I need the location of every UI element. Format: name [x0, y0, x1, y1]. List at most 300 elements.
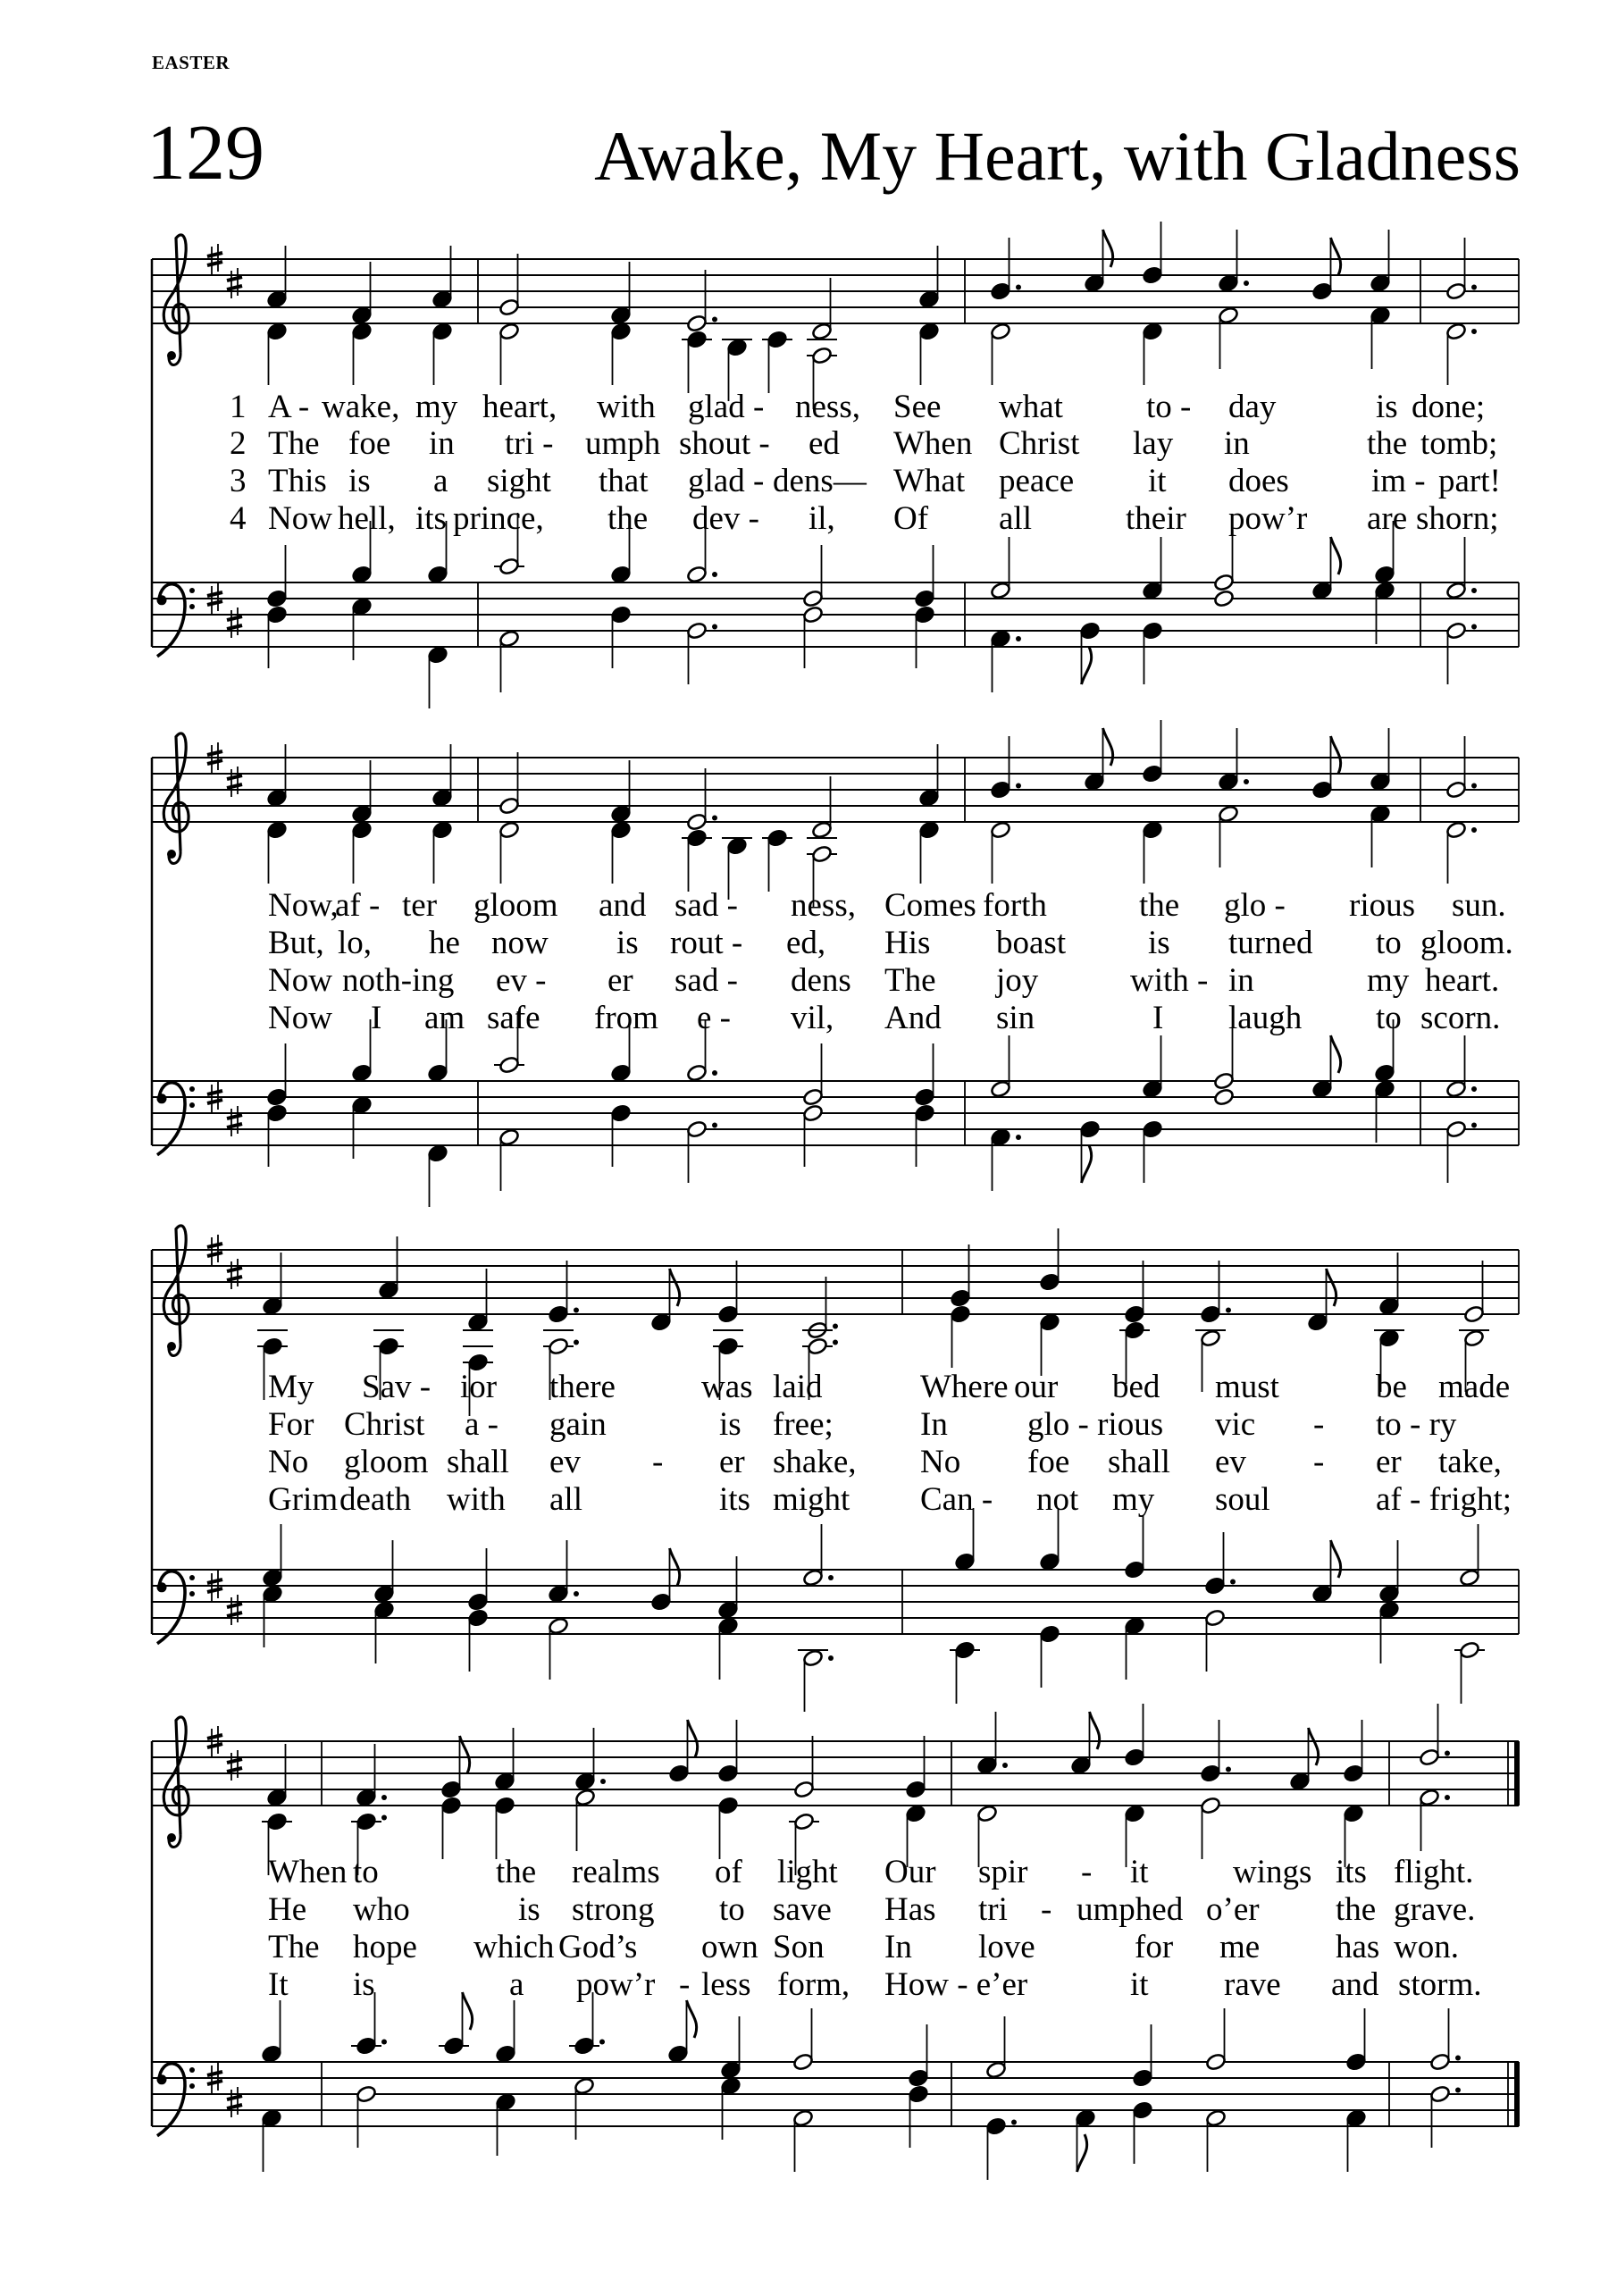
eighth-flag: [1103, 728, 1113, 766]
augmentation-dot: [1471, 588, 1477, 593]
lyric-syllable: free;: [773, 1406, 834, 1443]
lyric-syllable: hell,: [338, 500, 396, 537]
lyric-syllable: For: [268, 1406, 314, 1443]
lyric-syllable: prince,: [453, 500, 544, 537]
half-note-head: [990, 322, 1011, 340]
lyric-syllable: save: [773, 1891, 832, 1928]
lyric-syllable: my: [415, 389, 458, 425]
lyric-syllable: er: [719, 1444, 745, 1480]
bass-clef-icon: [157, 2064, 185, 2136]
treble-clef-dot-icon: [167, 351, 176, 360]
lyric-syllable: ness,: [795, 389, 860, 425]
augmentation-dot: [712, 816, 717, 821]
lyric-syllable: shake,: [773, 1444, 857, 1480]
lyric-syllable: sad -: [674, 962, 738, 999]
lyric-syllable: af -: [335, 887, 381, 924]
augmentation-dot: [1016, 636, 1021, 641]
lyric-syllable: The: [884, 962, 936, 999]
lyric-syllable: The: [268, 1929, 320, 1965]
augmentation-dot: [381, 1795, 387, 1800]
lyric-syllable: its: [719, 1481, 750, 1518]
lyric-syllable: Christ: [344, 1406, 425, 1443]
lyric-syllable: His: [884, 925, 931, 961]
augmentation-dot: [381, 2040, 387, 2045]
lyric-syllable: wake,: [322, 389, 400, 425]
sharp-icon: [207, 1253, 222, 1256]
half-note-head: [1419, 1747, 1440, 1766]
lyric-syllable: the: [1139, 887, 1180, 924]
eighth-flag: [1082, 1145, 1092, 1183]
bass-clef-dot-icon: [157, 595, 167, 605]
half-note-head: [1445, 1119, 1467, 1138]
lyric-syllable: ev -: [496, 962, 547, 999]
lyric-syllable: shout -: [679, 425, 770, 462]
lyric-syllable: peace: [999, 463, 1075, 499]
augmentation-dot: [1445, 1751, 1450, 1756]
lyric-syllable: vil,: [791, 1000, 834, 1036]
lyric-syllable: In: [884, 1929, 912, 1965]
half-note-head: [1429, 2052, 1451, 2071]
lyric-syllable: rious: [1349, 887, 1415, 924]
lyric-syllable: ev: [549, 1444, 581, 1480]
bass-clef-dot-icon: [189, 2067, 195, 2073]
sharp-icon: [227, 2096, 242, 2099]
sharp-icon: [227, 286, 242, 289]
lyric-syllable: is: [353, 1966, 375, 2003]
sharp-icon: [207, 760, 222, 764]
lyric-syllable: gain: [549, 1406, 607, 1443]
eighth-flag: [1309, 1728, 1319, 1765]
lyric-syllable: -: [1041, 1891, 1052, 1928]
augmentation-dot: [1230, 1580, 1236, 1585]
lyric-syllable: ness,: [791, 887, 856, 924]
lyric-syllable: -: [1313, 1406, 1325, 1443]
lyric-syllable: Now,: [268, 887, 339, 924]
eighth-flag: [1331, 1540, 1341, 1578]
lyric-syllable: my: [1112, 1481, 1155, 1518]
bass-clef-dot-icon: [189, 1591, 195, 1596]
augmentation-dot: [1455, 2088, 1461, 2093]
bass-clef-dot-icon: [189, 2083, 195, 2089]
sharp-icon: [227, 277, 242, 281]
half-note-head: [802, 1103, 824, 1122]
augmentation-dot: [1002, 1763, 1008, 1768]
treble-clef-icon: [163, 1226, 189, 1343]
augmentation-dot: [712, 1070, 717, 1076]
augmentation-dot: [1011, 2120, 1017, 2125]
sharp-icon: [227, 1268, 242, 1271]
lyric-syllable: that: [599, 463, 649, 499]
sharp-icon: [207, 1091, 222, 1094]
half-note-head: [686, 621, 708, 640]
half-note-head: [1445, 322, 1467, 340]
augmentation-dot: [1471, 783, 1477, 789]
half-note-head: [1213, 573, 1235, 591]
augmentation-dot: [1016, 783, 1021, 789]
lyric-syllable: boast: [996, 925, 1067, 961]
augmentation-dot: [828, 1655, 834, 1661]
lyric-syllable: dens—: [773, 463, 867, 499]
augmentation-dot: [574, 1308, 579, 1313]
eighth-flag: [670, 1269, 680, 1306]
augmentation-dot: [1244, 779, 1249, 784]
half-note-head: [499, 1055, 520, 1074]
verse-number: 2: [230, 425, 247, 462]
lyric-syllable: Has: [884, 1891, 936, 1928]
sharp-icon: [207, 592, 222, 596]
half-note-head: [499, 629, 520, 648]
lyric-syllable: Christ: [999, 425, 1080, 462]
lyric-syllable: was: [701, 1369, 753, 1405]
lyric-syllable: joy: [996, 962, 1039, 999]
half-note-head: [1429, 2084, 1451, 2103]
lyric-syllable: Can -: [920, 1481, 993, 1518]
lyric-syllable: the: [1367, 425, 1408, 462]
hymn-title: Awake, My Heart, with Gladness: [594, 117, 1521, 195]
half-note-head: [990, 820, 1011, 839]
lyric-syllable: in: [429, 425, 455, 462]
lyric-syllable: vic: [1215, 1406, 1256, 1443]
half-note-head: [356, 2084, 377, 2103]
lyric-syllable: sin: [996, 1000, 1035, 1036]
augmentation-dot: [1016, 1135, 1021, 1140]
sharp-icon: [207, 1100, 222, 1103]
lyric-syllable: shall: [1108, 1444, 1170, 1480]
lyric-syllable: what: [999, 389, 1063, 425]
lyric-syllable: ior: [460, 1369, 498, 1405]
lyric-syllable: See: [893, 389, 942, 425]
lyric-syllable: soul: [1215, 1481, 1270, 1518]
lyric-syllable: Now: [268, 1000, 332, 1036]
lyric-syllable: -: [652, 1444, 664, 1480]
half-note-head: [802, 1648, 824, 1667]
half-note-head: [499, 1127, 520, 1146]
treble-clef-dot-icon: [167, 1833, 176, 1842]
half-note-head: [976, 1804, 998, 1823]
lyric-syllable: with: [447, 1481, 506, 1518]
lyric-syllable: does: [1228, 463, 1289, 499]
half-note-head: [686, 314, 708, 332]
lyric-syllable: foe: [348, 425, 391, 462]
lyric-syllable: pow’r: [576, 1966, 656, 2003]
half-note-head: [686, 565, 708, 583]
sharp-icon: [207, 1580, 222, 1583]
lyric-syllable: e -: [697, 1000, 731, 1036]
treble-clef-dot-icon: [167, 1342, 176, 1351]
lyric-syllable: grave.: [1394, 1891, 1476, 1928]
half-note-head: [1205, 2108, 1227, 2127]
lyric-syllable: is: [1376, 389, 1398, 425]
sharp-icon: [227, 616, 242, 620]
sharp-icon: [227, 1124, 242, 1127]
lyric-syllable: er: [1376, 1444, 1402, 1480]
lyric-syllable: tri -: [505, 425, 554, 462]
eighth-flag: [1331, 1035, 1341, 1073]
augmentation-dot: [1226, 1767, 1231, 1772]
lyric-syllable: won.: [1394, 1929, 1459, 1965]
lyric-syllable: is: [348, 463, 371, 499]
verse-number: 1: [230, 389, 247, 425]
sharp-icon: [227, 1277, 242, 1280]
half-note-head: [792, 2108, 814, 2127]
eighth-flag: [1077, 2134, 1087, 2172]
bass-clef-icon: [157, 1083, 185, 1155]
lyric-syllable: hope: [353, 1929, 417, 1965]
half-note-head: [1459, 1568, 1480, 1587]
lyric-syllable: day: [1228, 389, 1277, 425]
lyric-syllable: heart.: [1425, 962, 1500, 999]
lyric-syllable: done;: [1412, 389, 1486, 425]
lyric-syllable: which: [473, 1929, 555, 1965]
treble-clef-icon: [163, 235, 189, 352]
lyric-syllable: a -: [465, 1406, 499, 1443]
lyric-syllable: there: [549, 1369, 616, 1405]
half-note-head: [811, 322, 833, 340]
lyric-syllable: to: [1376, 1000, 1402, 1036]
eighth-flag: [688, 1720, 698, 1757]
lyric-syllable: who: [353, 1891, 410, 1928]
sharp-icon: [207, 262, 222, 265]
lyric-syllable: pow’r: [1228, 500, 1308, 537]
lyric-syllable: When: [268, 1854, 348, 1890]
half-note-head: [1445, 1079, 1467, 1098]
lyric-syllable: realms: [572, 1854, 660, 1890]
lyric-syllable: I: [1152, 1000, 1164, 1036]
half-note-head: [1463, 1328, 1485, 1347]
lyric-syllable: rout -: [670, 925, 743, 961]
lyric-syllable: it: [1130, 1966, 1149, 2003]
lyric-syllable: foe: [1027, 1444, 1070, 1480]
half-note-head: [807, 1337, 828, 1355]
treble-clef-dot-icon: [167, 850, 176, 859]
lyric-syllable: he: [429, 925, 460, 961]
lyric-syllable: and: [1331, 1966, 1379, 2003]
lyric-syllable: No: [920, 1444, 961, 1480]
lyric-syllable: Now: [268, 500, 332, 537]
lyric-syllable: How - e’er: [884, 1966, 1028, 2003]
half-note-head: [574, 1788, 596, 1806]
lyric-syllable: -: [1313, 1444, 1325, 1480]
augmentation-dot: [1471, 1086, 1477, 1092]
lyric-syllable: a: [509, 1966, 524, 2003]
half-note-head: [548, 1616, 569, 1635]
augmentation-dot: [599, 2040, 605, 2045]
sharp-icon: [227, 1604, 242, 1607]
lyric-syllable: af - fright;: [1376, 1481, 1512, 1518]
lyric-syllable: lo,: [338, 925, 373, 961]
lyric-syllable: to: [353, 1854, 379, 1890]
sharp-icon: [227, 1759, 242, 1763]
hymn-number: 129: [147, 110, 264, 197]
lyric-syllable: This: [268, 463, 327, 499]
lyric-syllable: for: [1135, 1929, 1174, 1965]
half-note-head: [499, 557, 520, 575]
bass-clef-icon: [157, 584, 185, 657]
sharp-icon: [227, 2105, 242, 2108]
half-note-head: [811, 346, 833, 365]
sharp-icon: [207, 253, 222, 256]
half-note-head: [811, 820, 833, 839]
lyric-syllable: is: [518, 1891, 540, 1928]
lyric-syllable: all: [549, 1481, 582, 1518]
bass-clef-dot-icon: [189, 1102, 195, 1108]
half-note-head: [499, 297, 520, 316]
lyric-syllable: No: [268, 1444, 309, 1480]
lyric-syllable: bed: [1112, 1369, 1160, 1405]
sharp-icon: [207, 2072, 222, 2075]
lyric-syllable: im -: [1371, 463, 1426, 499]
half-note-head: [499, 796, 520, 815]
half-note-head: [1419, 1788, 1440, 1806]
lyric-syllable: to - ry: [1376, 1406, 1457, 1443]
lyric-syllable: its: [1336, 1854, 1367, 1890]
lyric-syllable: is: [616, 925, 639, 961]
half-note-head: [1213, 1087, 1235, 1106]
half-note-head: [793, 1780, 815, 1798]
lyric-syllable: laugh: [1228, 1000, 1303, 1036]
lyric-syllable: made: [1438, 1369, 1511, 1405]
lyric-syllable: dens: [791, 962, 851, 999]
augmentation-dot: [833, 1340, 838, 1345]
augmentation-dot: [712, 1123, 717, 1128]
lyric-syllable: Grim: [268, 1481, 339, 1518]
lyric-syllable: to: [719, 1891, 745, 1928]
half-note-head: [990, 1079, 1011, 1098]
half-note-head: [985, 2060, 1007, 2079]
half-note-head: [802, 1087, 824, 1106]
augmentation-dot: [1471, 285, 1477, 290]
lyric-syllable: tri: [978, 1891, 1008, 1928]
sharp-icon: [207, 601, 222, 605]
lyric-syllable: umph: [585, 425, 661, 462]
sharp-icon: [227, 1115, 242, 1119]
half-note-head: [1205, 2052, 1227, 2071]
lyric-syllable: glo - rious: [1027, 1406, 1164, 1443]
lyric-syllable: heart,: [482, 389, 557, 425]
lyric-syllable: lay: [1133, 425, 1174, 462]
lyric-syllable: it: [1148, 463, 1167, 499]
treble-clef-icon: [163, 733, 189, 851]
lyric-syllable: gloom: [473, 887, 558, 924]
lyric-syllable: glad -: [688, 463, 765, 499]
lyric-syllable: o’er: [1206, 1891, 1260, 1928]
sharp-icon: [207, 751, 222, 755]
bass-clef-dot-icon: [189, 588, 195, 593]
augmentation-dot: [1455, 2056, 1461, 2061]
lyric-syllable: gloom.: [1420, 925, 1513, 961]
eighth-flag: [463, 1992, 473, 2030]
lyric-syllable: its: [415, 500, 447, 537]
lyric-syllable: noth-ing: [342, 962, 455, 999]
half-note-head: [1459, 1640, 1480, 1659]
bass-clef-dot-icon: [189, 1575, 195, 1580]
lyric-syllable: be: [1376, 1369, 1407, 1405]
lyric-syllable: ed: [808, 425, 840, 462]
sharp-icon: [227, 784, 242, 788]
lyric-syllable: sight: [487, 463, 551, 499]
half-note-head: [793, 1812, 815, 1831]
lyric-syllable: Now: [268, 962, 332, 999]
lyric-syllable: forth: [983, 887, 1047, 924]
lyric-syllable: Sav -: [362, 1369, 431, 1405]
verse-number: 4: [230, 500, 247, 537]
lyric-syllable: a: [433, 463, 448, 499]
half-note-head: [499, 322, 520, 340]
sharp-icon: [227, 625, 242, 629]
lyric-syllable: to: [1376, 925, 1402, 961]
half-note-head: [548, 1337, 569, 1355]
lyric-syllable: umphed: [1077, 1891, 1184, 1928]
lyric-syllable: storm.: [1398, 1966, 1482, 2003]
lyric-syllable: God’s: [558, 1929, 638, 1965]
lyric-syllable: of: [715, 1854, 742, 1890]
lyric-syllable: ter: [402, 887, 438, 924]
lyric-syllable: all: [999, 500, 1032, 537]
half-note-head: [1218, 804, 1239, 823]
half-note-head: [499, 820, 520, 839]
lyric-syllable: take,: [1438, 1444, 1502, 1480]
half-note-head: [990, 581, 1011, 599]
bass-clef-dot-icon: [157, 1582, 167, 1592]
eighth-flag: [1331, 736, 1341, 774]
augmentation-dot: [1244, 281, 1249, 286]
lyric-syllable: dev -: [692, 500, 759, 537]
half-note-head: [1213, 1071, 1235, 1090]
lyric-syllable: less: [701, 1966, 751, 2003]
lyric-syllable: love: [978, 1929, 1035, 1965]
lyric-syllable: A -: [268, 389, 310, 425]
lyric-syllable: scorn.: [1420, 1000, 1501, 1036]
lyric-syllable: not: [1036, 1481, 1079, 1518]
lyric-syllable: now: [491, 925, 549, 961]
eighth-flag: [1103, 230, 1113, 267]
lyric-syllable: it: [1130, 1854, 1149, 1890]
augmentation-dot: [828, 1575, 834, 1580]
lyric-syllable: glo -: [1224, 887, 1286, 924]
half-note-head: [1445, 581, 1467, 599]
lyric-syllable: In: [920, 1406, 948, 1443]
section-label: EASTER: [152, 52, 230, 73]
lyric-syllable: from: [594, 1000, 658, 1036]
half-note-head: [802, 605, 824, 624]
half-note-head: [1445, 780, 1467, 799]
half-note-head: [802, 1568, 824, 1587]
augmentation-dot: [1471, 1123, 1477, 1128]
lyric-syllable: in: [1228, 962, 1254, 999]
augmentation-dot: [712, 572, 717, 577]
lyric-syllable: He: [268, 1891, 307, 1928]
verse-number: 3: [230, 463, 247, 499]
lyric-syllable: What: [893, 463, 966, 499]
lyric-syllable: wings: [1233, 1854, 1312, 1890]
lyric-syllable: are: [1367, 500, 1408, 537]
augmentation-dot: [1471, 827, 1477, 833]
augmentation-dot: [574, 1591, 579, 1596]
lyric-syllable: must: [1215, 1369, 1279, 1405]
lyric-syllable: When: [893, 425, 973, 462]
lyric-syllable: -: [1081, 1854, 1093, 1890]
lyric-syllable: and: [599, 887, 647, 924]
sharp-icon: [207, 1588, 222, 1592]
lyric-syllable: is: [719, 1406, 741, 1443]
augmentation-dot: [833, 1324, 838, 1329]
lyric-syllable: light: [777, 1854, 838, 1890]
augmentation-dot: [1471, 329, 1477, 334]
bass-clef-dot-icon: [189, 1086, 195, 1092]
half-note-head: [686, 812, 708, 831]
lyric-syllable: death: [339, 1481, 412, 1518]
lyric-syllable: safe: [487, 1000, 540, 1036]
